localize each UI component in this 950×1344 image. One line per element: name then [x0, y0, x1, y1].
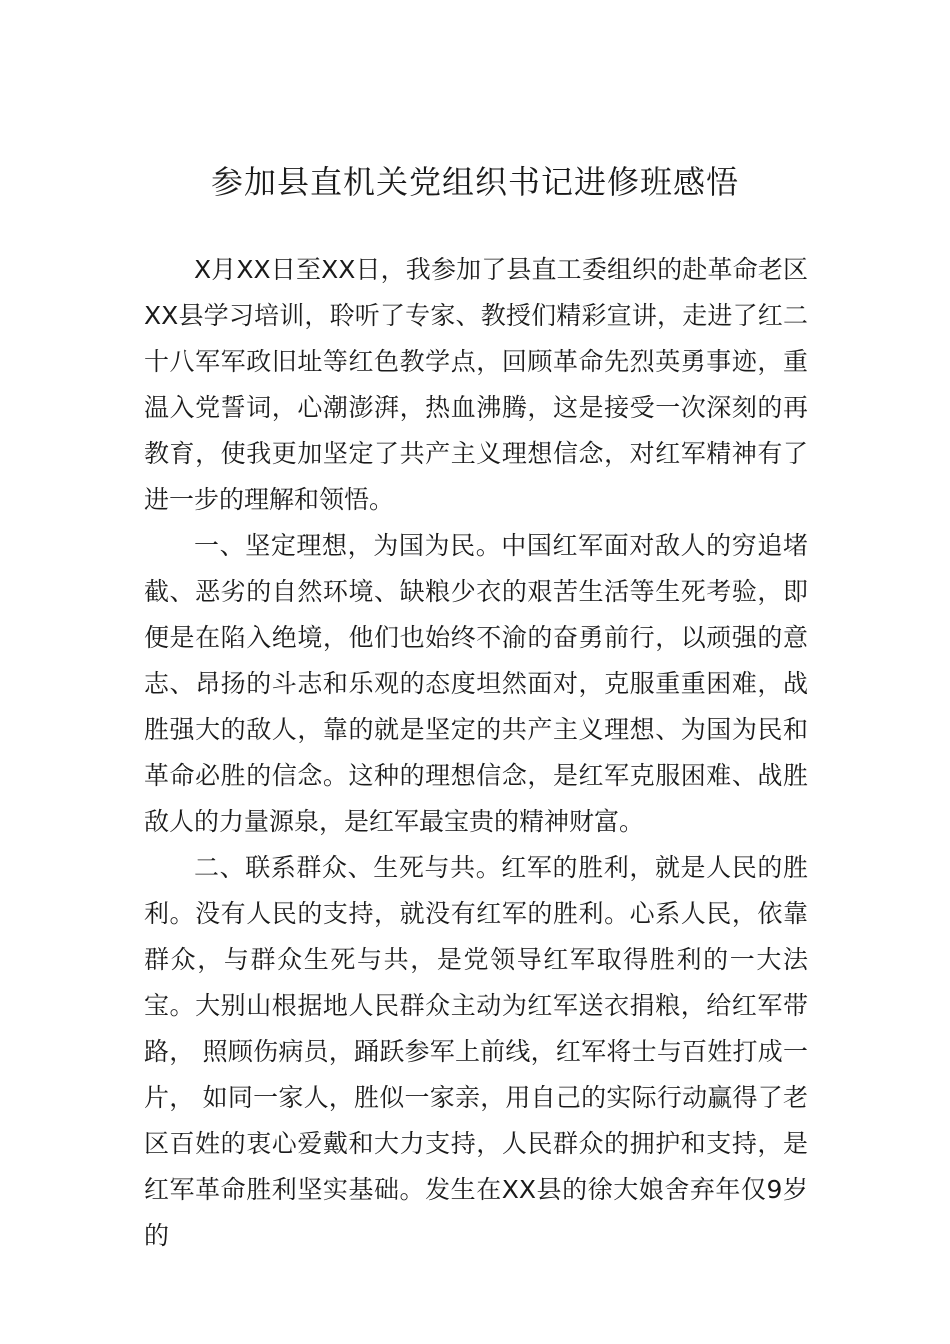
document-body — [144, 247, 808, 1259]
document-title: 参加县直机关党组织书记进修班感悟 — [210, 163, 739, 201]
paragraph-section-1: 一、坚定理想，为国为民。中国红军面对敌人的穷追堵截、恶劣的自然环境、缺粮少衣的艰苦生活等生死考验，即便是在陷入绝境，他们也始终不渝的奋勇前行，以顽强的意志、昂扬的斗志和乐观的态度坦然面对，克服重重困难，战胜强大的敌人，靠的就是坚定的共产主义理想、为国为民和革命必胜的信念。这种的理想信念，是红军克服困难、战胜敌人的力量源泉，是红军最宝贵的精神财富。 — [144, 531, 808, 836]
paragraph-section-2: 二、联系群众、生死与共。红军的胜利，就是人民的胜利。没有人民的支持，就没有红军的胜利。心系人民，依靠群众，与群众生死与共，是党领导红军取得胜利的一大法宝。大别山根据地人民群众主动为红军送衣捐粮，给红军带路， 照顾伤病员，踊跃参军上前线，红军将士与百姓打成一片， 如同一家人，胜似一家亲，用自己的实际行动赢得了老区百姓的衷心爱戴和大力支持，人民群众的拥护和支持，是红军革命胜利坚实基础。发生在XX县的徐大娘舍弃年仅9岁的 — [144, 853, 808, 1250]
paragraph-intro: X月XX日至XX日，我参加了县直工委组织的赴革命老区XX县学习培训，聆听了专家、教授们精彩宣讲，走进了红二十八军军政旧址等红色教学点，回顾革命先烈英勇事迹，重温入党誓词，心潮澎湃，热血沸腾，这是接受一次深刻的再教育，使我更加坚定了共产主义理想信念，对红军精神有了进一步的理解和领悟。 — [144, 255, 808, 514]
